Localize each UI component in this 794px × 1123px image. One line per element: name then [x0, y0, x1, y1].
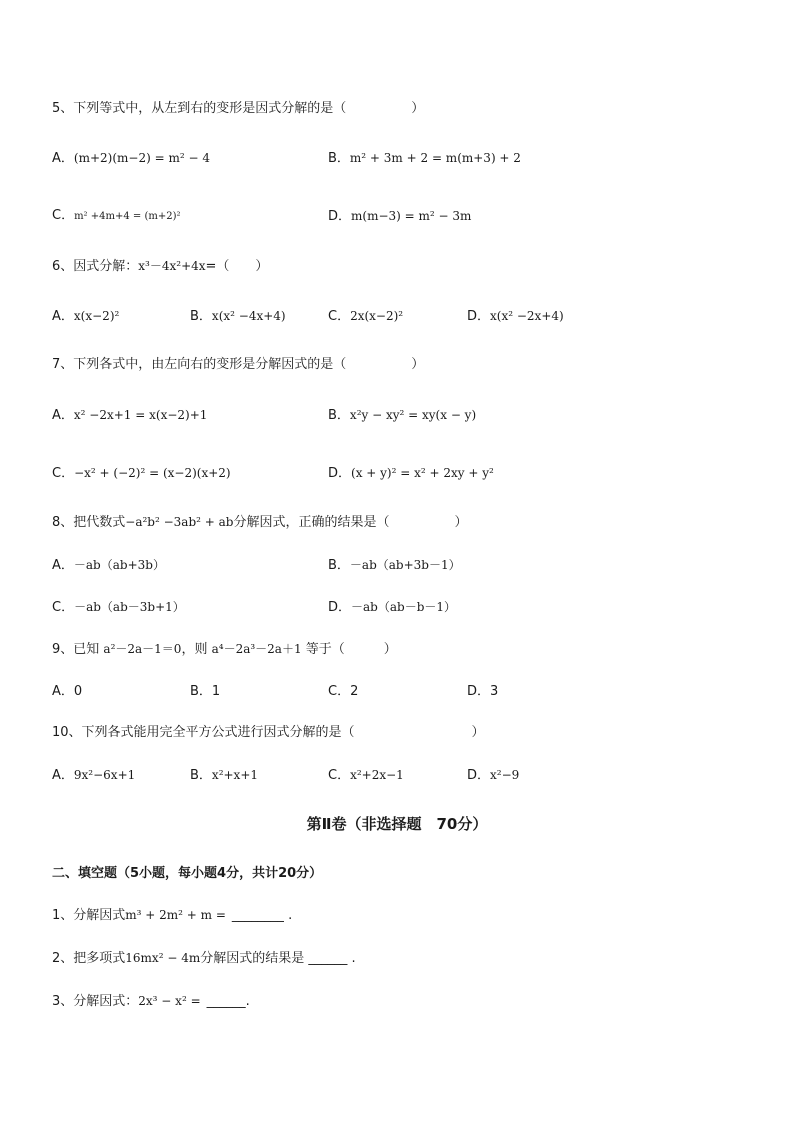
- q8-expression: −a²b² −3ab² + ab: [125, 515, 234, 529]
- q6-stem-tail: =（ ）: [205, 259, 269, 274]
- q6-option-d[interactable]: [467, 307, 564, 326]
- option-expression: x²+x+1: [211, 768, 259, 782]
- q7-option-d[interactable]: [328, 464, 494, 483]
- q6-option-c[interactable]: [328, 307, 403, 326]
- q8-option-d[interactable]: [328, 598, 456, 617]
- option-expression: x²−9: [490, 768, 520, 782]
- option-label: A．: [52, 408, 74, 423]
- fill-2-text-tail: 分解因式的结果是: [200, 951, 305, 966]
- option-expression: －ab（ab+3b－1）: [349, 558, 461, 572]
- option-expression: x(x² −4x+4): [211, 309, 286, 323]
- q8-stem-text: 8、把代数式: [52, 515, 126, 530]
- option-label: B．: [190, 309, 212, 324]
- option-label: D．: [328, 209, 352, 224]
- q9-option-b[interactable]: B．1: [190, 684, 221, 699]
- option-expression: m² +4m+4 = (m+2)²: [74, 211, 181, 222]
- q10-option-b[interactable]: [190, 766, 258, 785]
- option-label: A．: [52, 768, 74, 783]
- fill-2-expression: 16mx² − 4m: [125, 951, 201, 965]
- q9-given-equation: a²－2a－1＝0: [103, 642, 182, 656]
- option-label: C．: [328, 309, 351, 324]
- fill-3-expression: 2x³ − x² =: [138, 994, 201, 1008]
- option-expression: −x² + (−2)² = (x−2)(x+2): [74, 466, 231, 480]
- q8-option-b[interactable]: [328, 556, 461, 575]
- q7-stem: 7、下列各式中，由左向右的变形是分解因式的是（ ）: [52, 357, 425, 372]
- q7-option-a[interactable]: [52, 406, 207, 425]
- option-expression: －ab（ab－3b+1）: [74, 600, 185, 614]
- q6-option-b[interactable]: [190, 307, 286, 326]
- option-expression: (x + y)² = x² + 2xy + y²: [351, 466, 494, 480]
- option-expression: －ab（ab+3b）: [73, 558, 165, 572]
- option-label: D．: [328, 600, 352, 615]
- q10-option-a[interactable]: [52, 766, 135, 785]
- q10-option-c[interactable]: [328, 766, 404, 785]
- q9-expression: a⁴－2a³－2a＋1: [211, 642, 302, 656]
- option-label: D．: [467, 309, 491, 324]
- q9-stem: [52, 640, 397, 659]
- part-two-title: 第Ⅱ卷（非选择题 70分）: [306, 815, 488, 833]
- q6-option-a[interactable]: [52, 307, 119, 326]
- section-fill-blank-title: 二、填空题（5小题，每小题4分，共计20分）: [52, 866, 323, 881]
- option-label: C．: [52, 466, 75, 481]
- q5-option-c[interactable]: [52, 207, 180, 226]
- option-label: B．: [190, 768, 212, 783]
- option-expression: x²+2x−1: [350, 768, 404, 782]
- q8-stem: [52, 513, 467, 532]
- option-label: C．: [52, 208, 75, 223]
- fill-3-period: .: [245, 994, 250, 1009]
- fill-2-text: 2、把多项式: [52, 951, 126, 966]
- fill-question-2: [52, 949, 356, 968]
- option-expression: x² −2x+1 = x(x−2)+1: [73, 408, 208, 422]
- option-label: D．: [467, 768, 491, 783]
- option-expression: m² + 3m + 2 = m(m+3) + 2: [349, 151, 521, 165]
- q8-option-a[interactable]: [52, 556, 165, 575]
- q10-option-d[interactable]: [467, 766, 519, 785]
- option-expression: 9x²−6x+1: [73, 768, 136, 782]
- option-expression: (m+2)(m−2) = m² − 4: [73, 151, 210, 165]
- q5-option-b[interactable]: [328, 149, 521, 168]
- fill-1-expression: m³ + 2m² + m =: [125, 908, 226, 922]
- q7-option-c[interactable]: [52, 464, 231, 483]
- option-label: C．: [328, 768, 351, 783]
- option-label: C．: [52, 600, 75, 615]
- q5-option-a[interactable]: [52, 149, 210, 168]
- option-expression: x(x−2)²: [73, 309, 120, 323]
- q9-option-c[interactable]: C．2: [328, 684, 359, 699]
- option-expression: －ab（ab－b－1）: [351, 600, 457, 614]
- option-label: B．: [328, 558, 350, 573]
- q9-stem-text: 9、已知: [52, 642, 100, 657]
- fill-question-1: [52, 906, 292, 925]
- q5-stem: 5、下列等式中，从左到右的变形是因式分解的是（ ）: [52, 101, 425, 116]
- answer-blank[interactable]: ______: [308, 951, 348, 966]
- q6-stem: [52, 257, 268, 276]
- option-label: B．: [328, 151, 350, 166]
- fill-3-text: 3、分解因式：: [52, 994, 139, 1009]
- q10-stem: 10、下列各式能用完全平方公式进行因式分解的是（ ）: [52, 725, 485, 740]
- option-expression: m(m−3) = m² − 3m: [351, 209, 472, 223]
- option-expression: x²y − xy² = xy(x − y): [349, 408, 477, 422]
- q5-option-d[interactable]: [328, 207, 471, 226]
- answer-blank[interactable]: ________: [231, 908, 284, 923]
- q8-stem-tail: 分解因式，正确的结果是（ ）: [233, 515, 468, 530]
- option-label: A．: [52, 558, 74, 573]
- option-expression: x(x² −2x+4): [490, 309, 564, 323]
- q9-stem-mid: ，则: [181, 642, 208, 657]
- q6-stem-text: 6、因式分解：: [52, 259, 139, 274]
- option-expression: 2x(x−2)²: [350, 309, 404, 323]
- option-label: A．: [52, 151, 74, 166]
- q7-option-b[interactable]: [328, 406, 476, 425]
- option-label: A．: [52, 309, 74, 324]
- q6-expression: x³－4x²+4x: [138, 259, 206, 273]
- fill-question-3: [52, 992, 250, 1011]
- q9-stem-tail: 等于（ ）: [305, 642, 397, 657]
- q8-option-c[interactable]: [52, 598, 185, 617]
- fill-1-period: .: [288, 908, 293, 923]
- fill-2-period: .: [351, 951, 356, 966]
- option-label: D．: [328, 466, 352, 481]
- option-label: B．: [328, 408, 350, 423]
- answer-blank[interactable]: ______: [206, 994, 246, 1009]
- q9-option-d[interactable]: D．3: [467, 684, 499, 699]
- q9-option-a[interactable]: A．0: [52, 684, 83, 699]
- fill-1-text: 1、分解因式: [52, 908, 126, 923]
